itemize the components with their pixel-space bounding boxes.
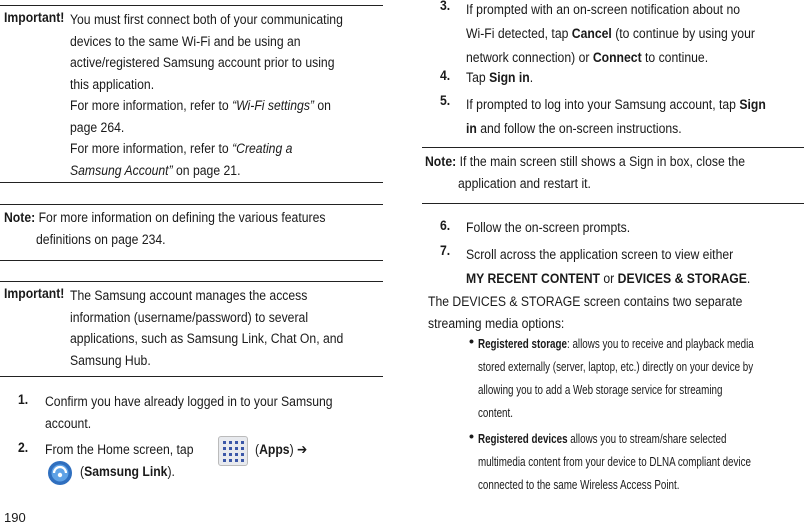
step-number: 2. [18,440,29,456]
connect-label: Connect [592,50,642,66]
apps-label: Apps [259,442,290,458]
rule [422,203,804,204]
rule [0,376,383,377]
step-number: 5. [440,93,451,109]
rule [0,182,383,183]
samsung-link-label: Samsung Link [84,464,168,480]
important-label: Important! [4,286,65,302]
page-number: 190 [4,510,26,525]
devices-storage-label: DEVICES & STORAGE [617,271,747,287]
cross-reference: For more information, refer to “Creating a [70,141,293,157]
registered-storage-term: Registered storage [478,337,567,351]
rule [0,281,383,282]
wifi-settings-link[interactable]: “Wi-Fi settings” [232,98,314,114]
step-number: 1. [18,392,29,408]
step-number: 6. [440,218,451,234]
cancel-label: Cancel [571,26,612,42]
arrow-icon: ➔ [297,442,308,458]
important-label: Important! [4,10,65,26]
rule [0,260,383,261]
creating-account-link[interactable]: “Creating a [232,141,293,157]
samsung-link-icon[interactable] [47,460,73,486]
registered-devices-term: Registered devices [478,432,568,446]
cross-reference: For more information, refer to “Wi-Fi settings” on [70,98,331,114]
bullet-icon: • [469,334,474,350]
sign-in-label: Sign in [489,70,530,86]
note-label: Note: [4,210,36,226]
note-label: Note: [425,154,457,170]
apps-grid-icon[interactable] [218,436,248,466]
rule [0,5,383,6]
step-number: 4. [440,68,451,84]
bullet-icon: • [469,429,474,445]
step-number: 7. [440,243,451,259]
important-text: The Samsung account manages the access information (username/password) to several applications, such as Samsung Link, Chat On, and Samsung Hub. [70,288,344,369]
rule [0,204,383,205]
step-number: 3. [440,0,451,14]
intro-paragraph: The DEVICES & STORAGE screen contains two separate streaming media options: [428,294,743,332]
rule [422,147,804,148]
my-recent-content-label: MY RECENT CONTENT [466,271,600,287]
important-text: You must first connect both of your communicating devices to the same Wi-Fi and be using an active/registered Samsung account prior to using this application. For more information, refer to “Wi-Fi settings” on page 264. For more information, refer to “Creating a Samsung Account” on page 21. [70,12,343,179]
